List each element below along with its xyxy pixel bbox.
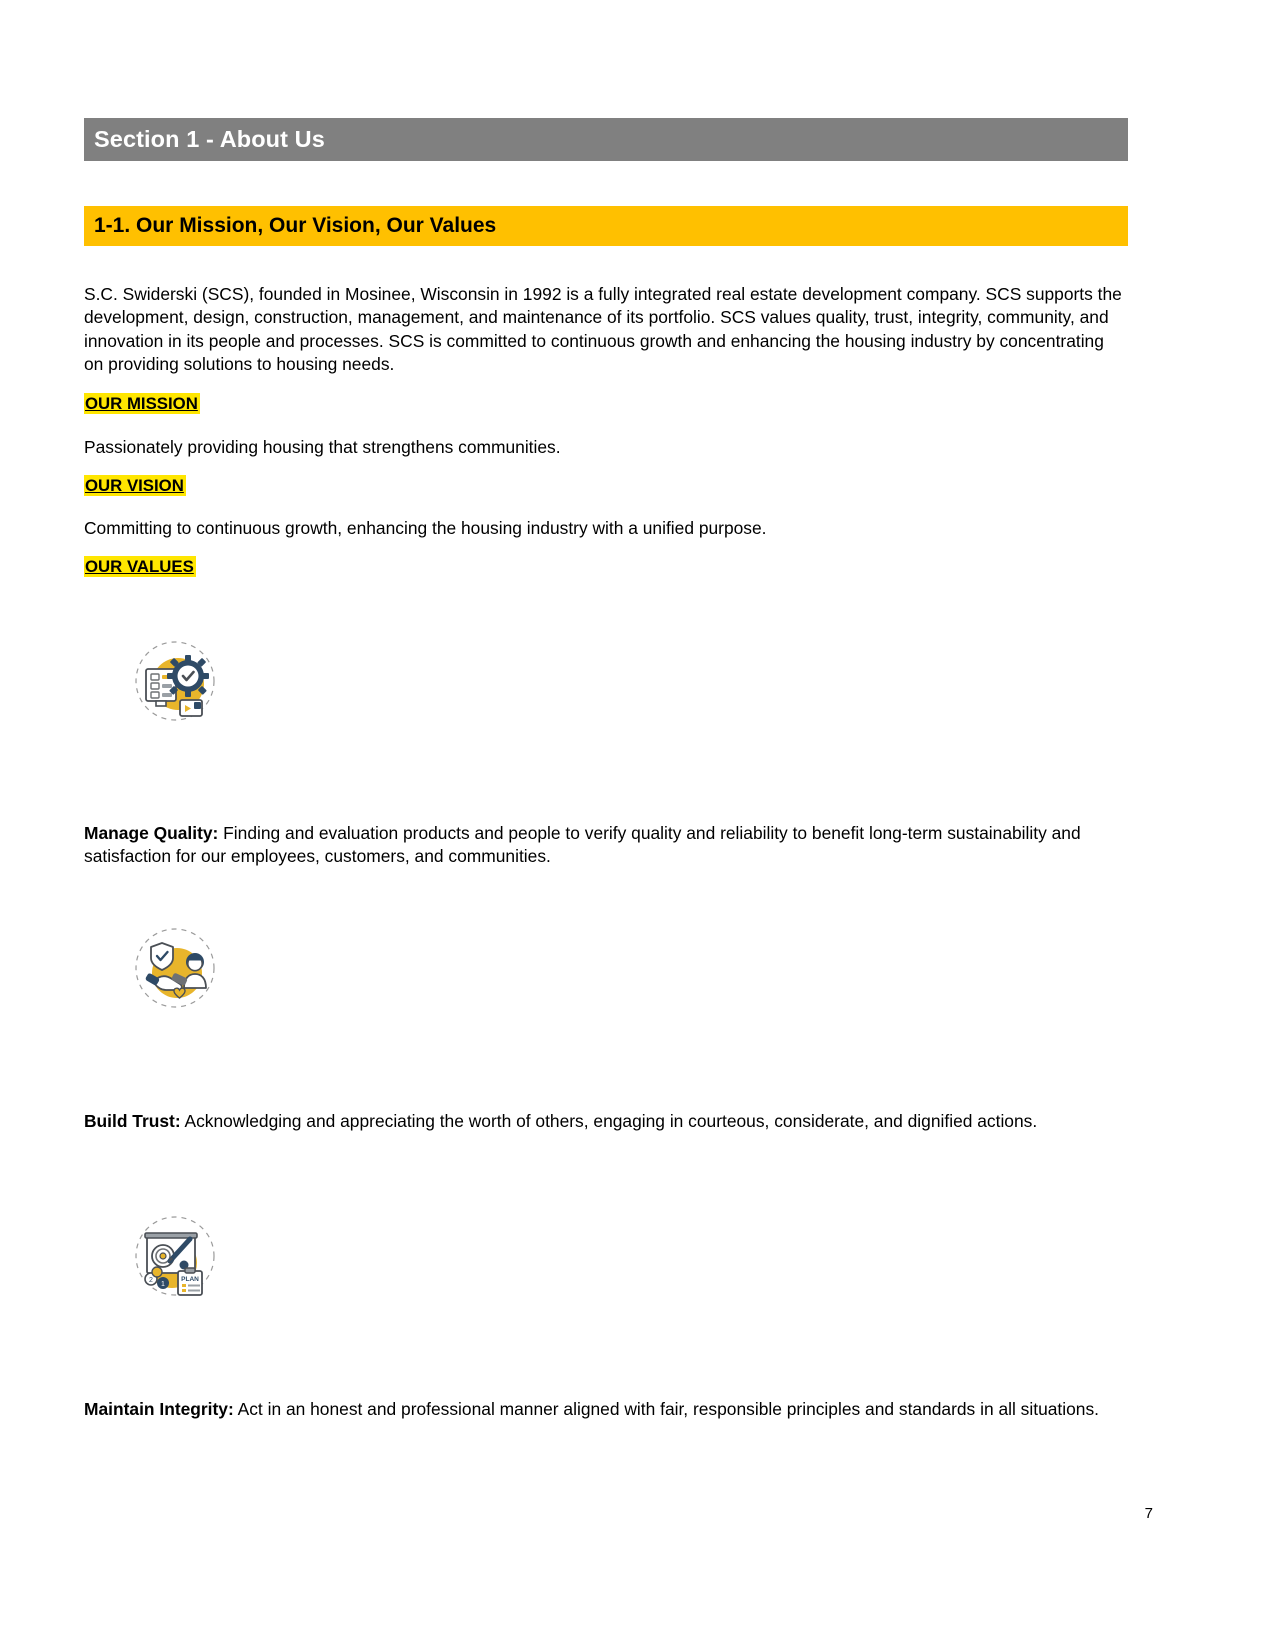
subsection-banner-title: 1-1. Our Mission, Our Vision, Our Values <box>94 214 497 237</box>
mission-statement: Passionately providing housing that strengthens communities. <box>84 437 561 457</box>
section-banner <box>84 118 1128 161</box>
page-number: 7 <box>1144 1505 1153 1522</box>
value-text-manage-quality: Finding and evaluation products and people to verify quality and reliability to benefit long-term sustainability and satisfaction for our employees, customers, and communities. <box>84 823 1081 867</box>
our-mission-heading <box>84 394 200 414</box>
svg-text:1: 1 <box>161 1281 165 1288</box>
value-title-manage-quality: Manage Quality: <box>84 823 219 843</box>
value-paragraph-maintain-integrity <box>84 1398 1126 1421</box>
our-mission-heading-text: OUR MISSION <box>85 394 198 413</box>
vision-statement: Committing to continuous growth, enhancing the housing industry with a unified purpose. <box>84 518 767 538</box>
value-paragraph-manage-quality <box>84 822 1126 869</box>
integrity-plan-board-icon <box>132 1213 218 1299</box>
our-values-heading <box>84 557 196 577</box>
quality-gear-checkmark-icon <box>132 638 218 724</box>
value-paragraph-build-trust <box>84 1110 1126 1133</box>
value-text-build-trust: Acknowledging and appreciating the worth of others, engaging in courteous, considerate, and dignified actions. <box>180 1111 1038 1131</box>
value-title-build-trust: Build Trust: <box>84 1111 181 1131</box>
intro-paragraph: S.C. Swiderski (SCS), founded in Mosinee, Wisconsin in 1992 is a fully integrated real estate development company. SCS supports the development, design, construction, management, and maintenance of its portfolio. SCS values quality, trust, integrity, community, and innovation in its people and processes. SCS is committed to continuous growth and enhancing the housing industry by concentrating on providing solutions to housing needs. <box>84 284 1122 375</box>
handshake-trust-icon <box>132 925 218 1011</box>
value-title-maintain-integrity: Maintain Integrity: <box>84 1399 234 1419</box>
subsection-banner <box>84 206 1128 246</box>
svg-text:PLAN: PLAN <box>181 1276 199 1283</box>
value-text-maintain-integrity: Act in an honest and professional manner aligned with fair, responsible principles and standards in all situations. <box>233 1399 1099 1419</box>
our-vision-heading <box>84 476 186 496</box>
section-banner-title: Section 1 - About Us <box>94 126 325 152</box>
svg-text:2: 2 <box>149 1277 153 1284</box>
our-vision-heading-text: OUR VISION <box>85 476 184 495</box>
our-values-heading-text: OUR VALUES <box>85 557 194 576</box>
